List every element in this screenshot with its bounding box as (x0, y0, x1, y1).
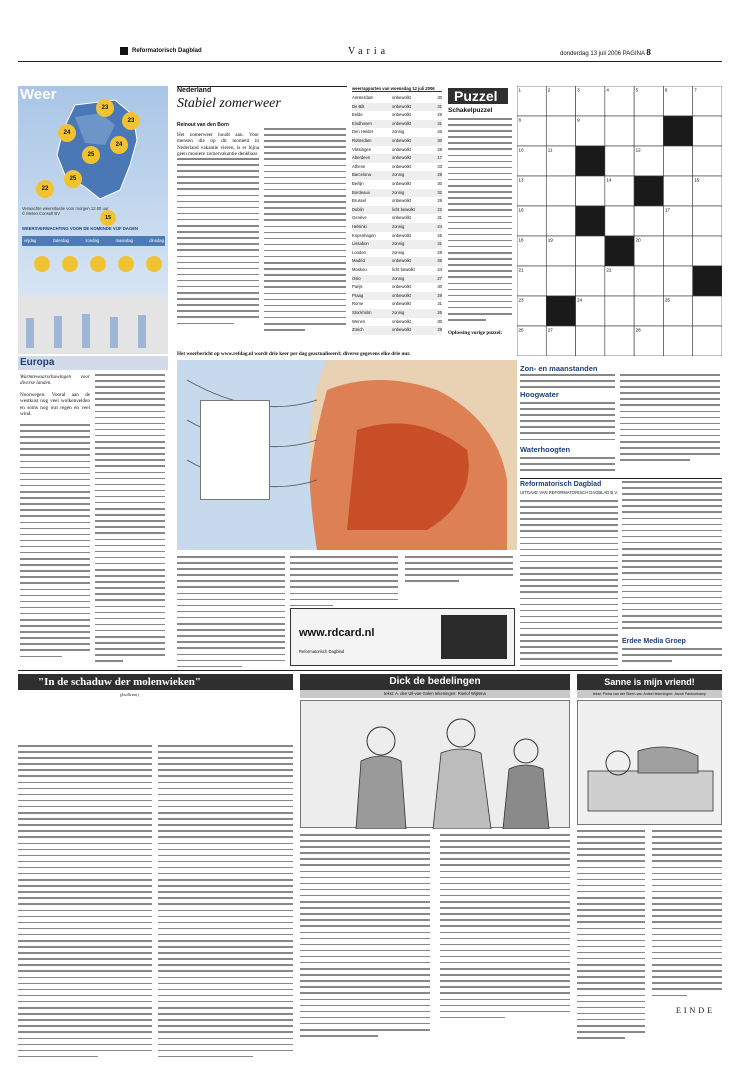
sun-icon (146, 256, 162, 272)
grid-block (663, 116, 692, 146)
temp-cell: 30 (437, 95, 442, 101)
grid-number: 1 (518, 87, 522, 93)
temp-cell: 22 (437, 206, 442, 212)
grid-cell[interactable] (605, 86, 634, 116)
date-line (560, 48, 651, 57)
table-row (352, 249, 442, 258)
map-legend (200, 400, 270, 500)
city-cell: De Bilt (352, 103, 365, 109)
zon-text-col-2 (620, 374, 720, 465)
table-row (352, 266, 442, 275)
grid-number: 14 (606, 177, 612, 183)
table-row (352, 197, 442, 206)
condition-cell: onbewolkt (392, 95, 411, 101)
sun-icon: 24 (110, 136, 128, 154)
grid-number: 13 (518, 177, 524, 183)
city-cell: Rotterdam (352, 138, 372, 144)
condition-cell: zonnig (392, 172, 405, 178)
temp-cell: 30 (437, 138, 442, 144)
grid-number: 18 (518, 237, 524, 243)
grid-number: 25 (664, 297, 670, 303)
city-cell: Dublin (352, 206, 364, 212)
grid-cell[interactable] (634, 206, 663, 236)
grid-number: 28 (635, 327, 641, 333)
condition-cell: zonnig (392, 224, 405, 229)
grid-cell[interactable] (663, 146, 692, 176)
puzzle-subtitle: Schakelpuzzel (448, 107, 493, 114)
temp-cell: 25 (437, 232, 442, 238)
condition-cell: onbewolkt (392, 284, 411, 290)
sun-icon: 25 (64, 170, 82, 188)
grid-cell[interactable] (576, 236, 605, 266)
grid-cell[interactable] (663, 236, 692, 266)
comic-illustration (300, 700, 570, 828)
temp-cell: 31 (437, 215, 442, 221)
city-cell: Stockholm (352, 309, 372, 315)
comic-middle-credits: tekst: A. den Uil-van Golen tekeningen: Roelof Wijtsma (384, 691, 486, 696)
forecast-day-5 (137, 250, 171, 290)
grid-cell[interactable] (693, 116, 722, 146)
forecast-chart (18, 296, 168, 354)
comic-right-credits-bar (577, 690, 722, 698)
temp-cell: 27 (437, 275, 442, 281)
bottom-rule (18, 670, 722, 671)
colophon-subtitle: UITGAVE VAN REFORMATORISCH DAGBLAD B.V. (520, 490, 618, 495)
sun-icon: 23 (96, 99, 114, 117)
grid-cell[interactable] (634, 116, 663, 146)
table-header: weerrapporten van woensdag 12 juli 2006 (352, 86, 442, 92)
city-cell: Eindhoven (352, 120, 372, 126)
waterhoogte-text (520, 457, 615, 475)
condition-cell: onbewolkt (392, 327, 411, 333)
condition-cell: onbewolkt (392, 103, 411, 109)
temp-cell: 35 (437, 258, 442, 264)
grid-block (546, 296, 575, 326)
city-cell: Genève (352, 215, 367, 221)
sun-icon (90, 256, 106, 272)
grid-cell[interactable] (546, 176, 575, 206)
grid-cell[interactable] (634, 86, 663, 116)
grid-number: 11 (547, 147, 553, 153)
europe-title: Europa (20, 357, 55, 368)
table-row (352, 120, 442, 129)
city-cell: Rome (352, 301, 364, 307)
condition-cell: onbewolkt (392, 318, 411, 324)
grid-number: 15 (694, 177, 700, 183)
europe-lead: Noorwegen: Vooral aan de westkust nog veel wolkenvelden en soms nog wat regen en veel wind. (20, 392, 90, 417)
grid-block (693, 266, 722, 296)
grid-number: 22 (606, 267, 612, 273)
grid-cell[interactable] (605, 206, 634, 236)
grid-number: 24 (577, 297, 583, 303)
grid-cell[interactable] (546, 86, 575, 116)
grid-number: 10 (518, 147, 524, 153)
colophon-title: Reformatorisch Dagblad (520, 481, 602, 488)
temp-cell: 32 (437, 189, 442, 195)
grid-block (576, 206, 605, 236)
temp-cell: 30 (437, 284, 442, 290)
feuilleton-col-2 (158, 745, 293, 1062)
sun-icon (62, 256, 78, 272)
table-row (352, 214, 442, 223)
article-author: Reinout van den Born (177, 122, 229, 128)
map-caption: Verwachte weersituatie voor morgen 12.00 uur © Meteo Consult BV (22, 206, 109, 217)
temp-cell: 29 (437, 292, 442, 298)
grid-number: 21 (518, 267, 524, 273)
city-cell: Praag (352, 292, 364, 298)
article-lead: Het zomerweer houdt aan. Voor mensen die op dit moment in Nederland vakantie vieren, is er bijna geen mooiere zomervakantie denkbaar. (177, 132, 259, 157)
grid-number: 12 (635, 147, 641, 153)
temp-cell: 24 (437, 266, 442, 272)
grid-cell[interactable] (546, 116, 575, 146)
condition-cell: onbewolkt (392, 181, 411, 187)
city-cell: Athene (352, 163, 366, 169)
erdee-text (622, 648, 722, 666)
ad-brand: Reformatorisch Dagblad (299, 649, 345, 654)
condition-cell: onbewolkt (392, 155, 411, 161)
grid-number: 5 (635, 87, 639, 93)
grid-number: 2 (547, 87, 551, 93)
city-cell: Amsterdam (352, 95, 374, 101)
condition-cell: licht bewolkt (392, 206, 415, 212)
city-cell: Zürich (352, 327, 364, 333)
table-row (352, 300, 442, 309)
hoogwater-title: Hoogwater (520, 390, 559, 399)
bed-illustration (578, 701, 723, 826)
temp-cell: 29 (437, 249, 442, 255)
date: donderdag 13 juli 2006 (560, 51, 622, 57)
grid-cell[interactable] (517, 116, 546, 146)
grid-block (605, 236, 634, 266)
temp-cell: 30 (437, 181, 442, 187)
condition-cell: onbewolkt (392, 120, 411, 126)
condition-cell: onbewolkt (392, 163, 411, 169)
grid-cell[interactable] (605, 296, 634, 326)
table-row (352, 94, 442, 103)
sun-icon: 23 (122, 112, 140, 130)
masthead-name: Reformatorisch Dagblad (132, 48, 202, 54)
forecast-days: vrijdag zaterdag zondag maandag dinsdag (24, 238, 164, 243)
grid-cell[interactable] (546, 206, 575, 236)
feuilleton-sub: (feuilleton) (120, 692, 139, 697)
condition-cell: onbewolkt (392, 292, 411, 298)
grid-cell[interactable] (605, 146, 634, 176)
sun-icon: 25 (82, 146, 100, 164)
table-row (352, 111, 442, 120)
sun-icon (118, 256, 134, 272)
temp-cell: 30 (437, 318, 442, 324)
condition-cell: onbewolkt (392, 138, 411, 144)
temp-cell: 29 (437, 327, 442, 333)
sun-icon: 24 (58, 124, 76, 142)
comic-right-credits: tekst: Pietra van der Steen-van Ardeel tekeningen: Jacob Pastoorkamp (593, 692, 706, 696)
temp-cell: 31 (437, 103, 442, 109)
comic-right-header (577, 674, 722, 690)
comic-middle-credits-bar (300, 690, 570, 698)
city-cell: Helsinki (352, 224, 367, 229)
temp-cell: 26 (437, 309, 442, 315)
table-row (352, 257, 442, 266)
end-word: EINDE (676, 1006, 715, 1015)
city-cell: Lissabon (352, 241, 369, 247)
grid-cell[interactable] (576, 86, 605, 116)
colophon-rule (520, 478, 722, 479)
city-cell: Kopenhagen (352, 232, 376, 238)
table-row (352, 103, 442, 112)
sun-icon: 22 (36, 180, 54, 198)
grid-number: 17 (664, 207, 670, 213)
grid-cell[interactable] (634, 266, 663, 296)
page-label: PAGINA (622, 51, 645, 57)
section-title: Varia (348, 46, 390, 57)
temp-cell: 28 (437, 146, 442, 152)
grid-cell[interactable] (576, 266, 605, 296)
grid-number: 4 (606, 87, 609, 93)
page-num-box (120, 47, 128, 55)
puzzle-title: Puzzel (448, 88, 508, 104)
weather-text-col-a (177, 556, 285, 672)
europe-text-col-1 (20, 424, 90, 662)
temp-cell: 29 (437, 198, 442, 204)
sun-icon: 15 (100, 210, 116, 226)
erdee-title: Erdee Media Groep (622, 638, 686, 645)
table-row (352, 146, 442, 155)
table-row (352, 275, 442, 284)
table-row (352, 206, 442, 215)
city-cell: Den Helder (352, 129, 374, 135)
europe-intro: Warmtewaarschuwingen voor diverse landen. (20, 374, 90, 387)
table-row (352, 154, 442, 163)
grid-number: 27 (547, 327, 553, 333)
comic-middle-header (300, 674, 570, 690)
city-cell: Eelde (352, 112, 363, 118)
feuilleton-title: "In de schaduw der molenwieken" (38, 676, 201, 688)
grid-cell[interactable] (517, 86, 546, 116)
weather-title: Weer (20, 86, 57, 103)
comic-right-col-2 (652, 830, 722, 1001)
table-row (352, 171, 442, 180)
article-col-2 (264, 128, 346, 335)
rdcard-ad (290, 608, 515, 666)
waterhoogte-title: Waterhoogten (520, 445, 571, 454)
comic-middle-col-1 (300, 834, 430, 1041)
temp-cell: 26 (437, 129, 442, 135)
condition-cell: onbewolkt (392, 215, 411, 221)
comic-right-illustration (577, 700, 722, 825)
condition-cell: zonnig (392, 189, 405, 195)
table-row (352, 137, 442, 146)
temp-cell: 24 (437, 224, 442, 229)
grid-number: 20 (635, 237, 641, 243)
grid-cell[interactable] (693, 236, 722, 266)
city-cell: Brussel (352, 198, 366, 204)
table-row (352, 309, 442, 318)
feuilleton-col-1 (18, 745, 152, 1062)
grid-number: 6 (664, 87, 668, 93)
table-row (352, 292, 442, 301)
map-caption-line: Het weerbericht op www.refdag.nl wordt drie keer per dag geactualiseerd; diverse gegevens elke drie uur. (177, 351, 411, 357)
grid-number: 9 (577, 117, 580, 123)
grid-block (634, 176, 663, 206)
grid-number: 16 (518, 207, 524, 213)
comic-middle-title: Dick de bedelingen (389, 676, 481, 687)
temp-cell: 31 (437, 301, 442, 307)
city-cell: Vlissingen (352, 146, 372, 152)
temp-cell: 29 (437, 112, 442, 118)
city-cell: Berlijn (352, 181, 364, 187)
article-col-1 (177, 158, 259, 329)
table-row (352, 232, 442, 241)
grid-number: 3 (577, 87, 580, 93)
temp-cell: 17 (437, 155, 442, 161)
grid-number: 23 (518, 297, 524, 303)
condition-cell: zonnig (392, 129, 405, 135)
rdcard-logo (441, 615, 507, 659)
people-illustration (301, 701, 571, 829)
grid-cell[interactable] (663, 266, 692, 296)
condition-cell: zonnig (392, 241, 405, 247)
solution-label: Oplossing vorige puzzel: (448, 330, 503, 336)
comic-right-title: Sanne is mijn vriend! (604, 677, 695, 687)
condition-cell: onbewolkt (392, 232, 411, 238)
table-row (352, 180, 442, 189)
table-row (352, 223, 442, 232)
europe-text-col-2 (95, 374, 165, 667)
hoogwater-text (520, 402, 615, 445)
crossword-grid (517, 86, 722, 356)
city-cell: Parijs (352, 284, 363, 290)
city-cell: Madrid (352, 258, 365, 264)
city-cell: Oslo (352, 275, 361, 281)
table-row (352, 326, 442, 335)
puzzle-clues (448, 118, 512, 325)
grid-cell[interactable] (576, 116, 605, 146)
table-rows (352, 94, 442, 335)
condition-cell: onbewolkt (392, 198, 411, 204)
city-cell: Londen (352, 249, 366, 255)
table-row (352, 240, 442, 249)
city-cell: Bordeaux (352, 189, 370, 195)
grid-number: 7 (694, 87, 697, 93)
colophon-text-col-2 (622, 481, 722, 633)
article-kicker: Nederland (177, 87, 212, 94)
city-cell: Barcelona (352, 172, 371, 178)
ad-url: www.rdcard.nl (299, 627, 375, 639)
condition-cell: onbewolkt (392, 146, 411, 152)
grid-cell[interactable] (693, 146, 722, 176)
condition-cell: onbewolkt (392, 258, 411, 264)
condition-cell: zonnig (392, 249, 405, 255)
colophon-text-col-1 (520, 500, 618, 671)
condition-cell: onbewolkt (392, 301, 411, 307)
table-row (352, 128, 442, 137)
header-rule (18, 61, 722, 62)
temp-cell: 31 (437, 120, 442, 126)
table-row (352, 163, 442, 172)
temp-cell: 31 (437, 241, 442, 247)
comic-right-col-1 (577, 830, 645, 1043)
forecast-title: WEERSVERWACHTING VOOR DE KOMENDE VIJF DAGEN (22, 226, 139, 231)
grid-cell[interactable] (576, 176, 605, 206)
page-number: 8 (646, 48, 651, 57)
city-cell: Moskou (352, 266, 367, 272)
grid-cell[interactable] (693, 86, 722, 116)
sun-icon (34, 256, 50, 272)
table-row (352, 189, 442, 198)
condition-cell: licht bewolkt (392, 266, 415, 272)
table-row (352, 318, 442, 327)
grid-cell[interactable] (634, 296, 663, 326)
weather-text-col-c (405, 556, 513, 586)
city-cell: Aberdeen (352, 155, 371, 161)
grid-cell[interactable] (693, 296, 722, 326)
forecast-bars (18, 296, 168, 354)
comic-middle-col-2 (440, 834, 570, 1023)
grid-cell[interactable] (663, 176, 692, 206)
temp-cell: 28 (437, 172, 442, 178)
grid-cell[interactable] (546, 266, 575, 296)
grid-cell[interactable] (605, 116, 634, 146)
zon-title: Zon- en maanstanden (520, 364, 598, 373)
grid-cell[interactable] (693, 206, 722, 236)
condition-cell: onbewolkt (392, 112, 411, 118)
grid-number: 26 (518, 327, 524, 333)
table-row (352, 283, 442, 292)
grid-block (576, 146, 605, 176)
condition-cell: zonnig (392, 275, 405, 281)
city-cell: Wenen (352, 318, 366, 324)
grid-cell[interactable] (663, 86, 692, 116)
temperature-table (352, 86, 442, 356)
temp-cell: 33 (437, 163, 442, 169)
article-title: Stabiel zomerweer (177, 96, 281, 111)
grid-number: 19 (547, 237, 553, 243)
condition-cell: zonnig (392, 309, 405, 315)
weather-text-col-b (290, 556, 398, 611)
grid-number: 8 (518, 117, 522, 123)
feuilleton-header (18, 674, 293, 690)
